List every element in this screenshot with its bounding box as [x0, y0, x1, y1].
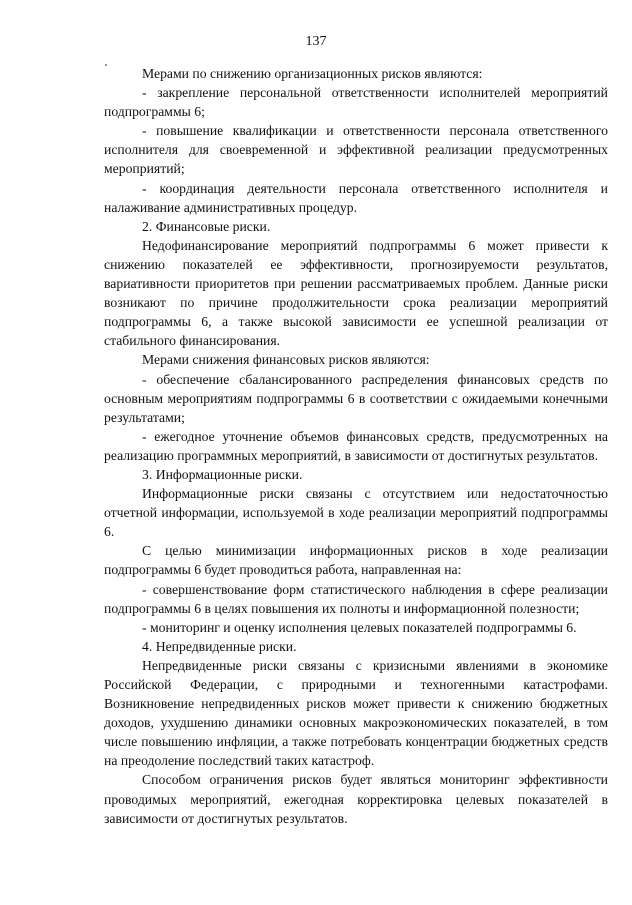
paragraph-org-risk-measure-1: - закрепление персональной ответственности исполнителей мероприятий подпрограммы 6;: [104, 85, 608, 120]
paragraph-financial-risk-measures-intro: Мерами снижения финансовых рисков являются:: [142, 352, 430, 368]
paragraph-org-risk-measures-intro: Мерами по снижению организационных рисков являются:: [142, 66, 483, 81]
paragraph-org-risk-measure-2: - повышение квалификации и ответственности персонала ответственного исполнителя для своевременной и эффективной реализации предусмотренных мероприятий;: [104, 123, 608, 177]
heading-unforeseen-risks: 4. Непредвиденные риски.: [142, 638, 297, 654]
paragraph-information-risks-description: Информационные риски связаны с отсутствием или недостаточностью отчетной информации, используемой в ходе реализации мероприятий подпрограммы 6.: [104, 486, 608, 540]
paragraph-unforeseen-risks-description: Непредвиденные риски связаны с кризисными явлениями в экономике Российской Федерации, с природными и техногенными катастрофами. Возникновение непредвиденных рисков может привести к снижению бюджетных доходов, ухудшению динамики основных макроэкономических показателей, в том числе повышению инфляции, а также потребовать концентрации бюджетных средств на преодоление последствий таких катастроф.: [104, 657, 608, 769]
heading-financial-risks: 2. Финансовые риски.: [142, 218, 271, 234]
document-body: [104, 64, 608, 828]
paragraph-information-risk-measures-intro: С целью минимизации информационных рисков в ходе реализации подпрограммы 6 будет проводиться работа, направленная на:: [104, 543, 608, 578]
paragraph-financial-risks-description: Недофинансирование мероприятий подпрограммы 6 может привести к снижению показателей ее эффективности, прогнозируемости результатов, вариативности приоритетов при решении рассматриваемых проблем. Данные риски возникают по причине продолжительности срока реализации мероприятий подпрограммы 6, а также высокой зависимости ее успешной реализации от стабильного финансирования.: [104, 237, 608, 349]
paragraph-risk-limitation-method: Способом ограничения рисков будет являться мониторинг эффективности проводимых мероприятий, ежегодная корректировка целевых показателей в зависимости от достигнутых результатов.: [104, 772, 608, 826]
paragraph-financial-risk-measure-1: - обеспечение сбалансированного распределения финансовых средств по основным мероприятиям подпрограммы 6 в соответствии с ожидаемыми конечными результатами;: [104, 371, 608, 425]
paragraph-information-risk-measure-2: - мониторинг и оценку исполнения целевых показателей подпрограммы 6.: [142, 619, 577, 635]
paragraph-financial-risk-measure-2: - ежегодное уточнение объемов финансовых средств, предусмотренных на реализацию программных мероприятий, в зависимости от достигнутых результатов.: [104, 428, 608, 463]
heading-information-risks: 3. Информационные риски.: [142, 466, 303, 482]
paragraph-org-risk-measure-3: - координация деятельности персонала ответственного исполнителя и налаживание административных процедур.: [104, 180, 608, 215]
page-number: 137: [305, 34, 327, 49]
paragraph-information-risk-measure-1: - совершенствование форм статистического наблюдения в сфере реализации подпрограммы 6 в целях повышения их полноты и информационной полезности;: [104, 581, 608, 616]
